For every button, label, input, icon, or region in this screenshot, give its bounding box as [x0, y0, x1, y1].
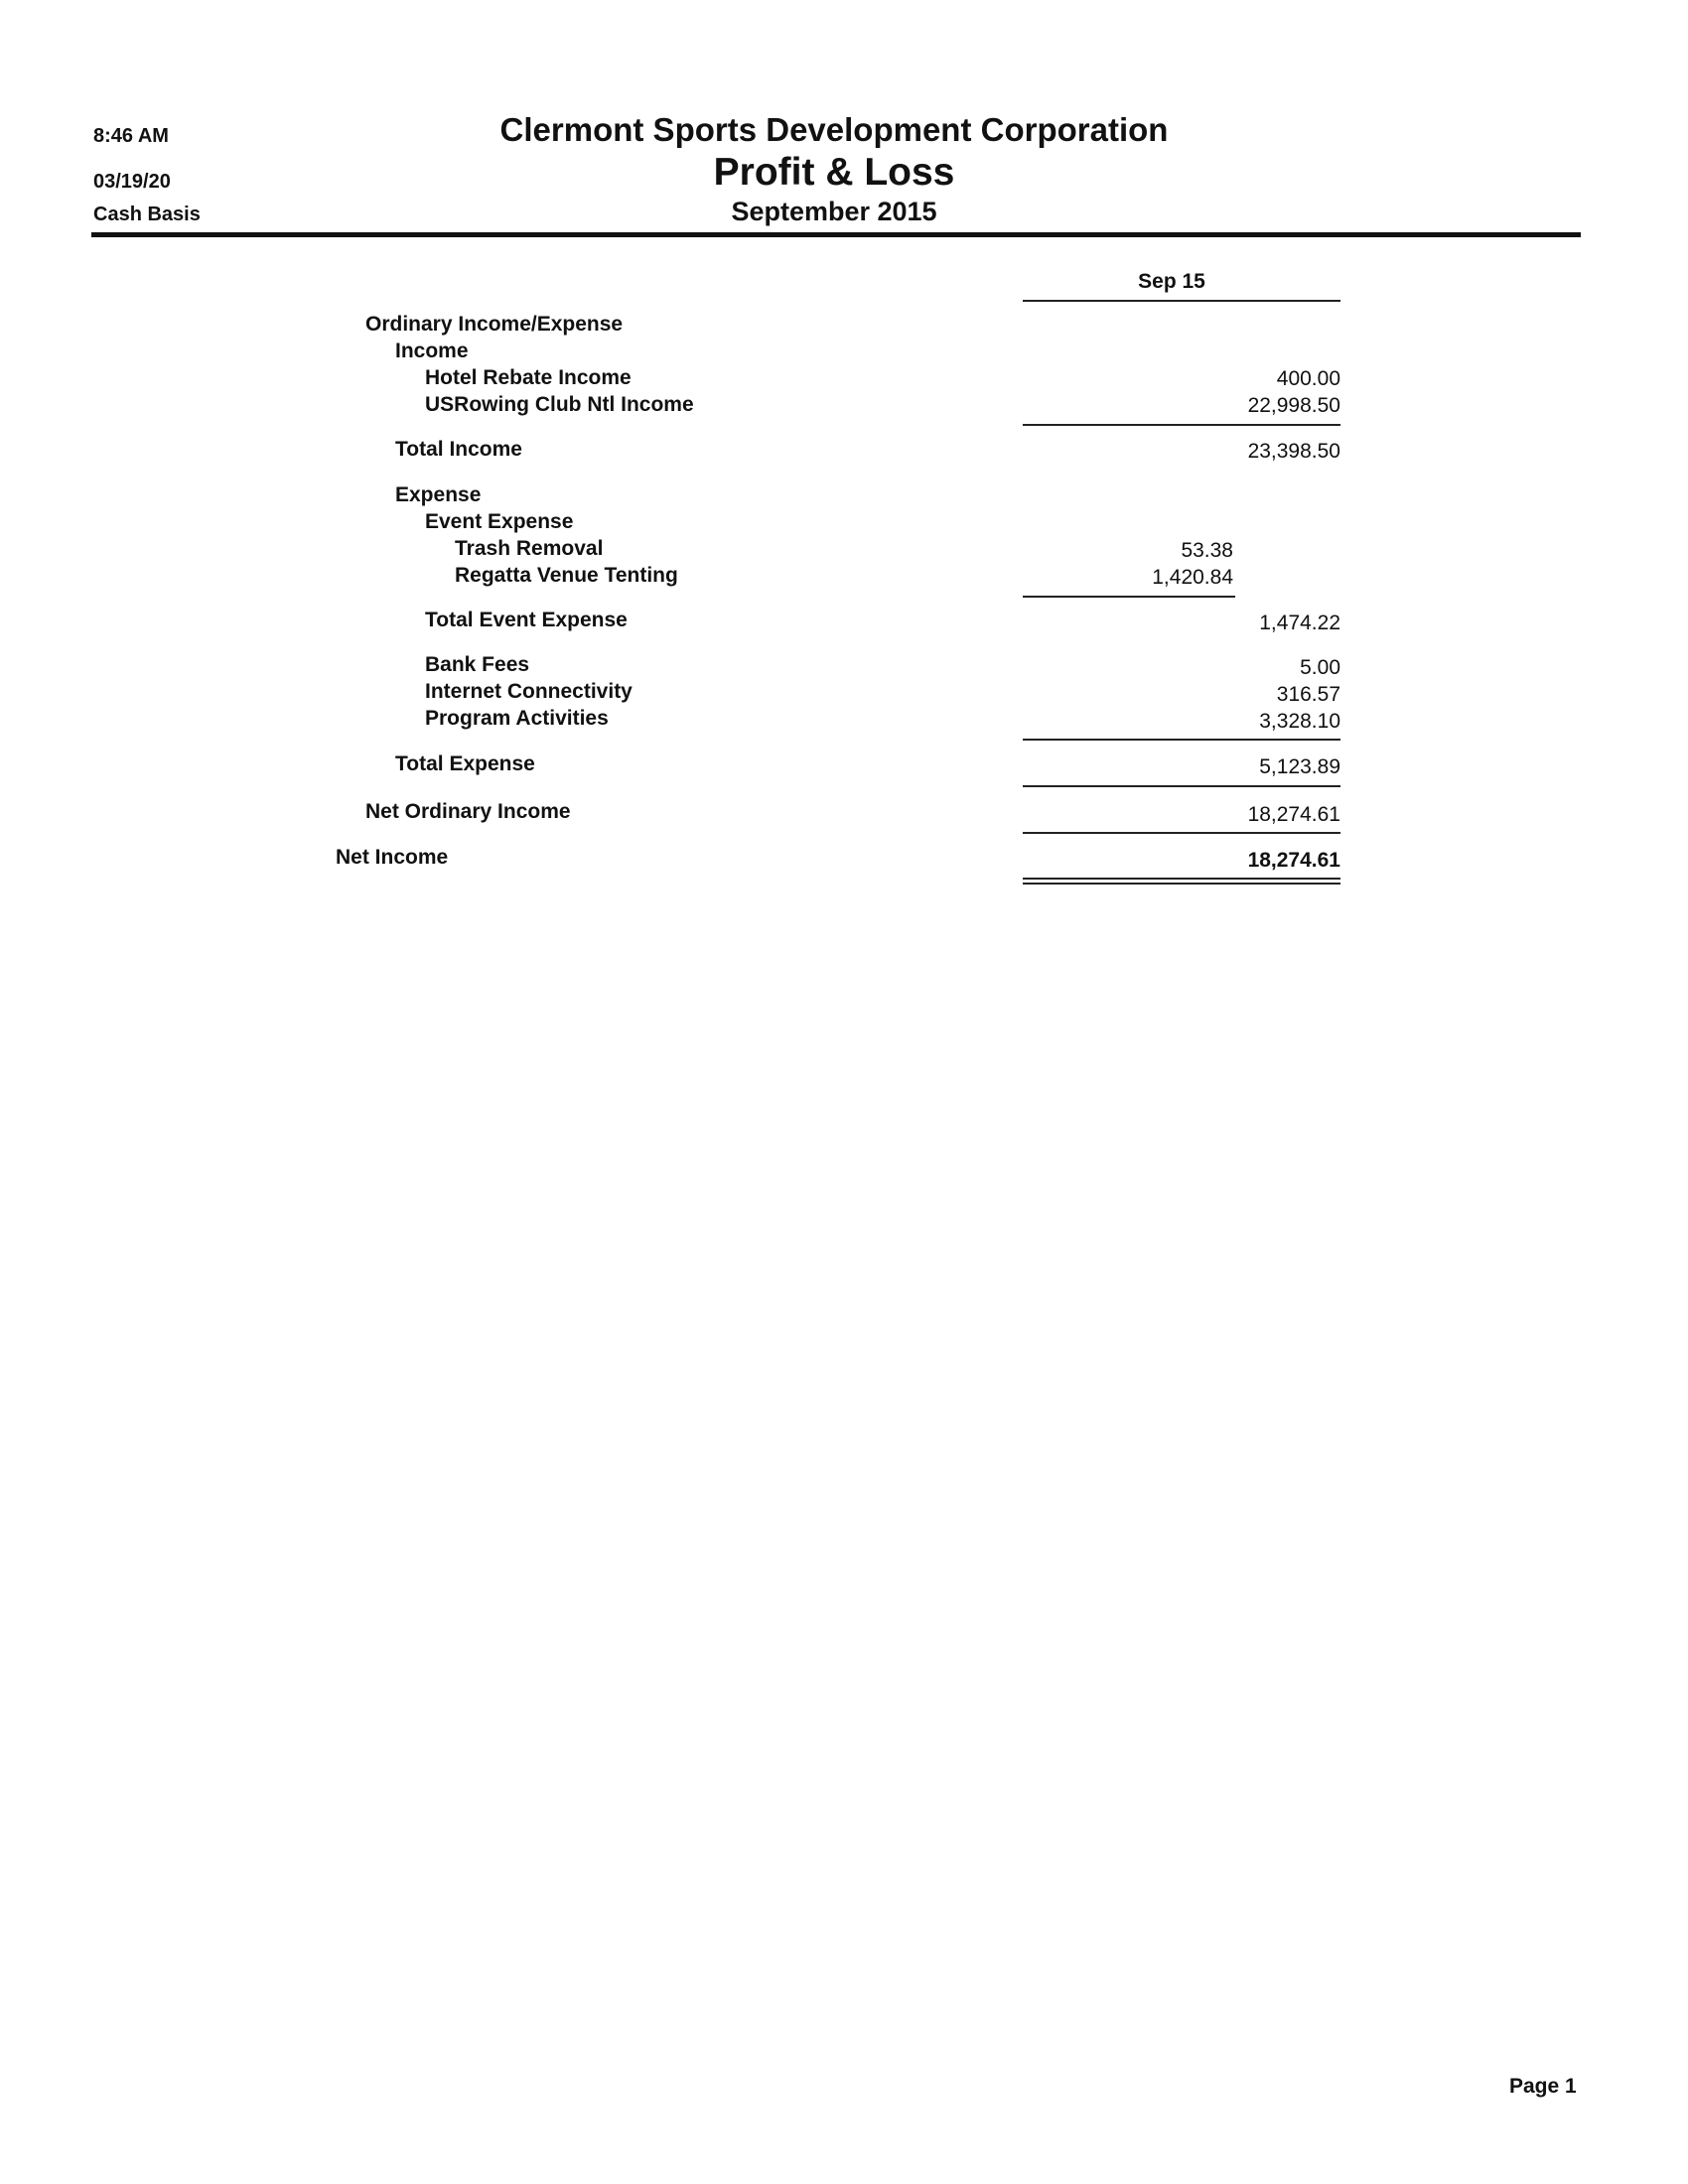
row-total-event-value: 1,474.22	[1259, 612, 1340, 634]
column-header-rule	[1023, 300, 1340, 302]
row-internet-label: Internet Connectivity	[425, 680, 633, 703]
row-total-expense-value: 5,123.89	[1259, 755, 1340, 778]
row-trash-label: Trash Removal	[455, 537, 604, 560]
net-ordinary-rule	[1023, 832, 1340, 834]
expense-total-rule	[1023, 785, 1340, 787]
header-rule	[91, 232, 1581, 237]
row-usrowing-label: USRowing Club Ntl Income	[425, 393, 694, 416]
expense-subtotal-rule	[1023, 739, 1340, 741]
page-number: Page 1	[1509, 2075, 1577, 2098]
row-hotel-label: Hotel Rebate Income	[425, 366, 632, 389]
section-event-expense: Event Expense	[425, 510, 574, 533]
report-title: Profit & Loss	[713, 151, 955, 194]
row-net-income-label: Net Income	[336, 846, 449, 869]
income-subtotal-rule	[1023, 424, 1340, 426]
column-header: Sep 15	[1138, 270, 1205, 293]
company-name: Clermont Sports Development Corporation	[499, 111, 1169, 148]
row-total-income-label: Total Income	[395, 438, 522, 461]
net-income-double-rule-top	[1023, 878, 1340, 880]
row-hotel-value: 400.00	[1276, 367, 1340, 390]
row-bank-label: Bank Fees	[425, 653, 530, 676]
section-expense: Expense	[395, 483, 482, 506]
report-time: 8:46 AM	[93, 125, 169, 147]
section-ordinary: Ordinary Income/Expense	[365, 313, 624, 336]
report-date: 03/19/20	[93, 171, 171, 193]
row-program-label: Program Activities	[425, 707, 609, 730]
row-total-income-value: 23,398.50	[1247, 440, 1340, 463]
row-program-value: 3,328.10	[1259, 710, 1340, 733]
row-total-event-label: Total Event Expense	[425, 609, 628, 631]
row-net-ordinary-value: 18,274.61	[1247, 803, 1340, 826]
row-bank-value: 5.00	[1300, 656, 1340, 679]
event-subtotal-rule	[1023, 596, 1235, 598]
row-net-income-value: 18,274.61	[1247, 849, 1340, 872]
row-tenting-value: 1,420.84	[1152, 566, 1233, 589]
net-income-double-rule-bottom	[1023, 883, 1340, 885]
row-net-ordinary-label: Net Ordinary Income	[365, 800, 571, 823]
report-basis: Cash Basis	[93, 204, 201, 225]
row-tenting-label: Regatta Venue Tenting	[455, 564, 678, 587]
row-trash-value: 53.38	[1181, 539, 1233, 562]
section-income: Income	[395, 340, 469, 362]
row-total-expense-label: Total Expense	[395, 752, 535, 775]
report-period: September 2015	[731, 197, 937, 226]
row-internet-value: 316.57	[1276, 683, 1340, 706]
row-usrowing-value: 22,998.50	[1247, 394, 1340, 417]
